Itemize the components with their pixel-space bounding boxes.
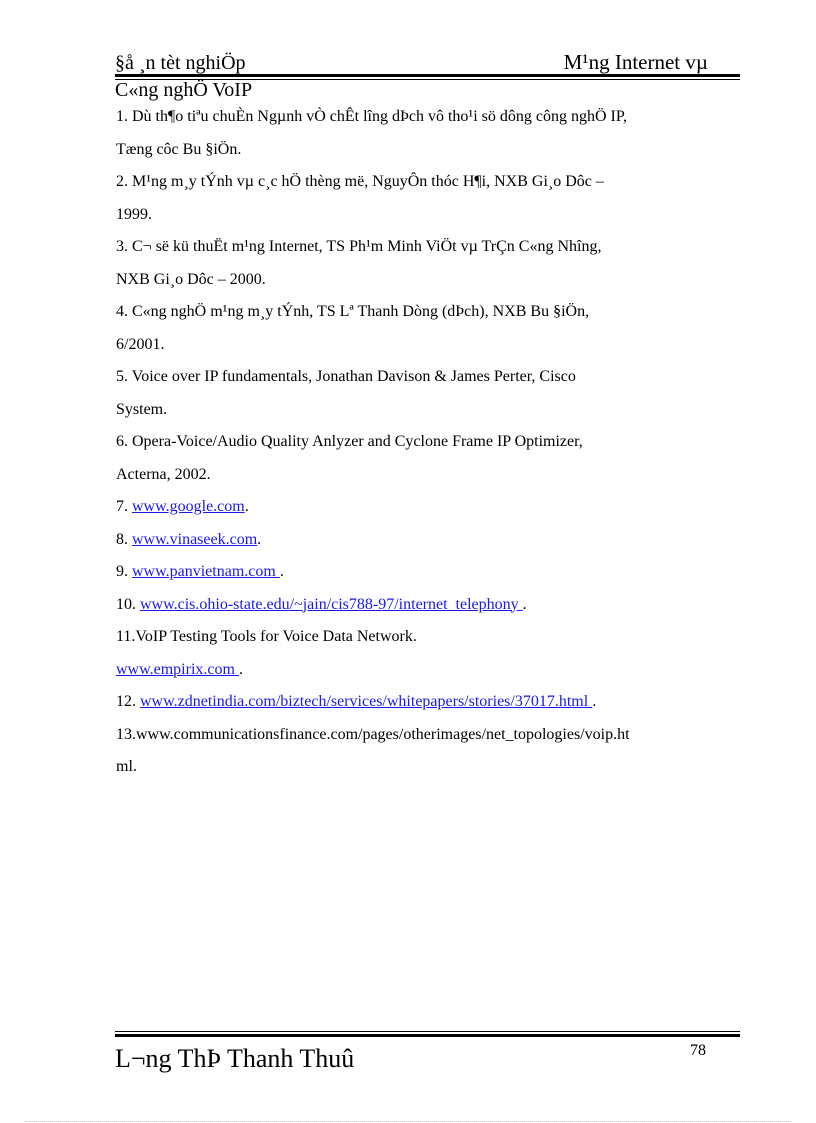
reference-9 <box>116 556 746 589</box>
reference-12 <box>116 686 746 719</box>
reference-12-period: . <box>592 693 597 710</box>
page-bottom-border <box>25 1121 791 1122</box>
link-vinaseek[interactable]: www.vinaseek.com <box>132 530 258 548</box>
reference-11-line-1: 11.VoIP Testing Tools for Voice Data Network. <box>116 628 417 645</box>
reference-1-line-2: Tæng côc Bu §iÖn. <box>116 140 242 158</box>
reference-6-line-1: 6. Opera-Voice/Audio Quality Anlyzer and Cyclone Frame IP Optimizer, <box>116 433 583 450</box>
reference-9-number: 9. <box>116 563 132 580</box>
reference-8 <box>116 524 746 557</box>
reference-13-line-2: ml. <box>116 758 137 775</box>
reference-8-period: . <box>257 530 262 548</box>
reference-10 <box>116 589 746 622</box>
footer-rule-thick <box>115 1034 740 1037</box>
reference-list <box>116 101 746 784</box>
reference-4-line-2: 6/2001. <box>116 335 165 353</box>
link-ohio-state[interactable]: www.cis.ohio-state.edu/~jain/cis788-97/internet_telephony <box>140 595 523 613</box>
header-rule-thick <box>115 74 740 77</box>
reference-2-line-1: 2. M¹ng m¸y tÝnh vµ c¸c hÖ thèng më, NguyÔn thóc H¶i, NXB Gi¸o Dôc – <box>116 173 604 190</box>
link-empirix[interactable]: www.empirix.com <box>116 660 239 678</box>
reference-9-period: . <box>279 563 284 580</box>
reference-6-line-2: Acterna, 2002. <box>116 465 211 483</box>
link-panvietnam[interactable]: www.panvietnam.com <box>132 563 280 580</box>
reference-8-number: 8. <box>116 530 132 548</box>
link-zdnetindia[interactable]: www.zdnetindia.com/biztech/services/whitepapers/stories/37017.html <box>140 693 593 710</box>
reference-3-line-1: 3. C¬ së kü thuËt m¹ng Internet, TS Ph¹m Minh ViÖt vµ TrÇn C«ng Nhîng, <box>116 238 602 255</box>
reference-1-line-1: 1. Dù th¶o tiªu chuÈn Ngµnh vÒ chÊt lîng dÞch vô tho¹i sö dông công nghÖ IP, <box>116 108 627 125</box>
reference-10-period: . <box>522 595 527 613</box>
reference-7-number: 7. <box>116 498 132 515</box>
reference-2-line-2: 1999. <box>116 205 152 223</box>
link-google[interactable]: www.google.com <box>132 498 245 515</box>
reference-11-period: . <box>238 660 243 678</box>
reference-11-line-2 <box>116 654 746 687</box>
header-subtitle: C«ng nghÖ VoIP <box>115 79 253 101</box>
header-right-title: M¹ng Internet vµ <box>563 50 708 74</box>
reference-13-line-1: 13.www.communicationsfinance.com/pages/otherimages/net_topologies/voip.ht <box>116 725 630 743</box>
reference-12-number: 12. <box>116 693 140 710</box>
reference-5-line-1: 5. Voice over IP fundamentals, Jonathan Davison & James Perter, Cisco <box>116 368 576 385</box>
footer-author: L¬ng ThÞ Thanh Thuû <box>115 1044 355 1073</box>
reference-3-line-2: NXB Gi¸o Dôc – 2000. <box>116 270 266 288</box>
reference-5-line-2: System. <box>116 400 168 418</box>
footer-rule-thin <box>115 1031 740 1032</box>
reference-4-line-1: 4. C«ng nghÖ m¹ng m¸y tÝnh, TS Lª Thanh Dòng (dÞch), NXB Bu §iÖn, <box>116 303 590 320</box>
reference-7 <box>116 491 746 524</box>
header-left-title: §å ¸n tèt nghiÖp <box>115 52 246 74</box>
reference-7-period: . <box>244 498 249 515</box>
page-number: 78 <box>690 1042 706 1059</box>
reference-10-number: 10. <box>116 595 140 613</box>
